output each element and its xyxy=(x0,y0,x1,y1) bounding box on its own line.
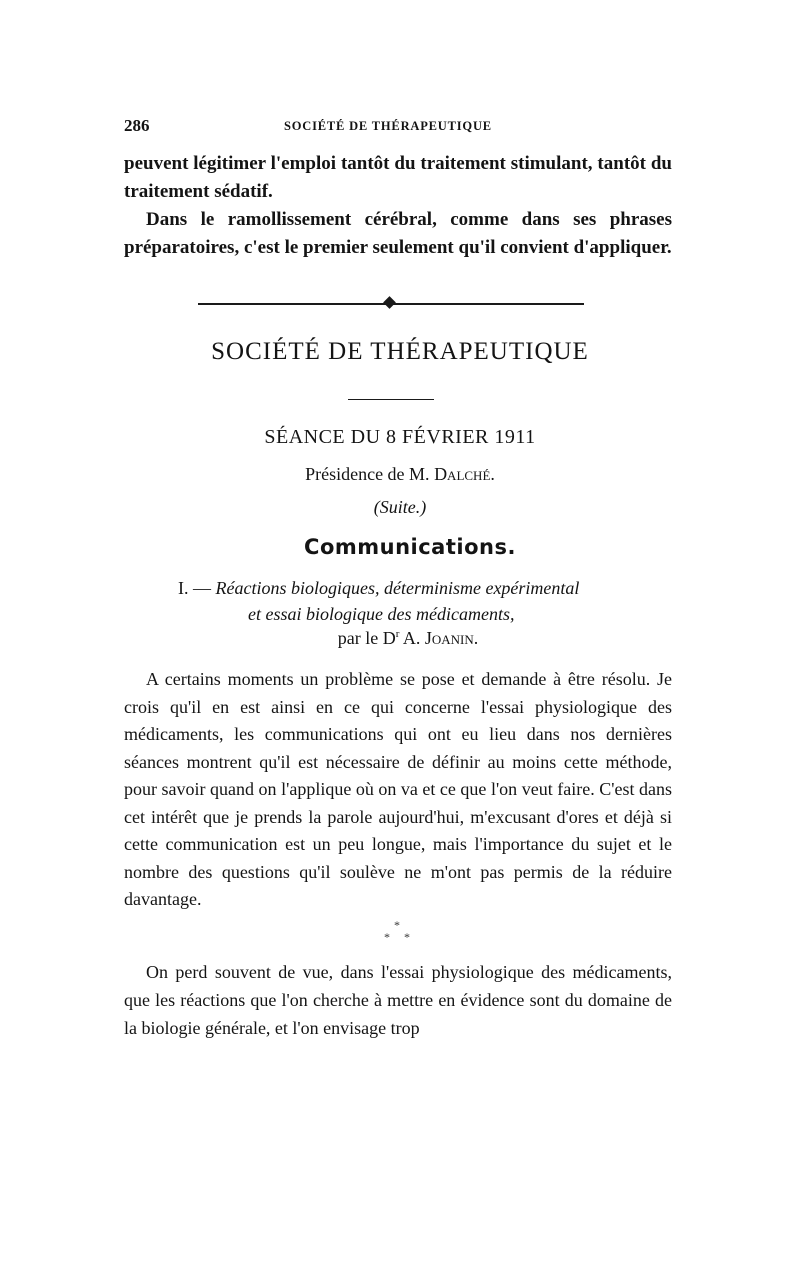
asterisk-icon: * xyxy=(404,930,410,944)
diamond-ornament-icon xyxy=(383,296,396,309)
section-title: SOCIÉTÉ DE THÉRAPEUTIQUE xyxy=(211,338,589,365)
short-rule xyxy=(348,399,434,400)
ornamental-divider xyxy=(198,298,584,310)
article-title-line2: et essai biologique des médicaments, xyxy=(248,604,515,624)
body-paragraph: On perd souvent de vue, dans l'essai physiologique des médicaments, que les réactions que l'on cherche à mettre en évidence sont du domaine de la biologie générale, et l'on envisage trop xyxy=(124,962,672,1038)
running-header xyxy=(124,116,684,140)
byline-sup: r xyxy=(395,628,400,640)
asterism-divider xyxy=(380,918,420,948)
presidency-line xyxy=(0,464,800,485)
running-title: SOCIÉTÉ DE THÉRAPEUTIQUE xyxy=(284,119,492,133)
article-title-line1: Réactions biologiques, déterminisme expérimental xyxy=(215,578,580,598)
asterisk-icon: * xyxy=(384,930,390,944)
presidency-prefix: Présidence de M. xyxy=(305,464,435,484)
intro-paragraph: Dans le ramollissement cérébral, comme dans ses phrases préparatoires, c'est le premier seulement qu'il convient d'appliquer. xyxy=(124,209,672,258)
president-name: Dalché. xyxy=(434,464,495,484)
author-byline xyxy=(8,628,800,649)
article-number: I. — xyxy=(178,578,216,598)
body-paragraph: A certains moments un problème se pose et demande à être résolu. Je crois qu'il en est ainsi en ce qui concerne l'essai physiologique des médicaments, les communications qui ont eu lieu dans nos dernières séances montrent qu'il est nécessaire de définir au moins cette méthode, pour savoir quand on l'applique où on va et ce que l'on veut faire. C'est dans cet intérêt que je prends la parole aujourd'hui, m'excusant d'ores et déjà si cette communication est un peu longue, mais l'importance du sujet et le nombre des questions qu'il soulève ne m'ont pas permis de la réduire davantage. xyxy=(124,669,672,909)
communications-heading: Communications. xyxy=(304,535,516,559)
asterisk-icon: * xyxy=(394,918,400,932)
page-number: 286 xyxy=(124,116,150,135)
body-paragraph-continued xyxy=(124,958,672,1042)
session-date: SÉANCE DU 8 FÉVRIER 1911 xyxy=(264,426,536,448)
byline-prefix: par le D xyxy=(337,628,396,648)
intro-paragraph: peuvent légitimer l'emploi tantôt du traitement stimulant, tantôt du traitement sédatif. xyxy=(124,153,672,202)
intro-text xyxy=(124,150,672,262)
author-name: A. Joanin. xyxy=(399,628,479,648)
continued-note: (Suite.) xyxy=(373,497,427,517)
article-title xyxy=(178,575,579,627)
